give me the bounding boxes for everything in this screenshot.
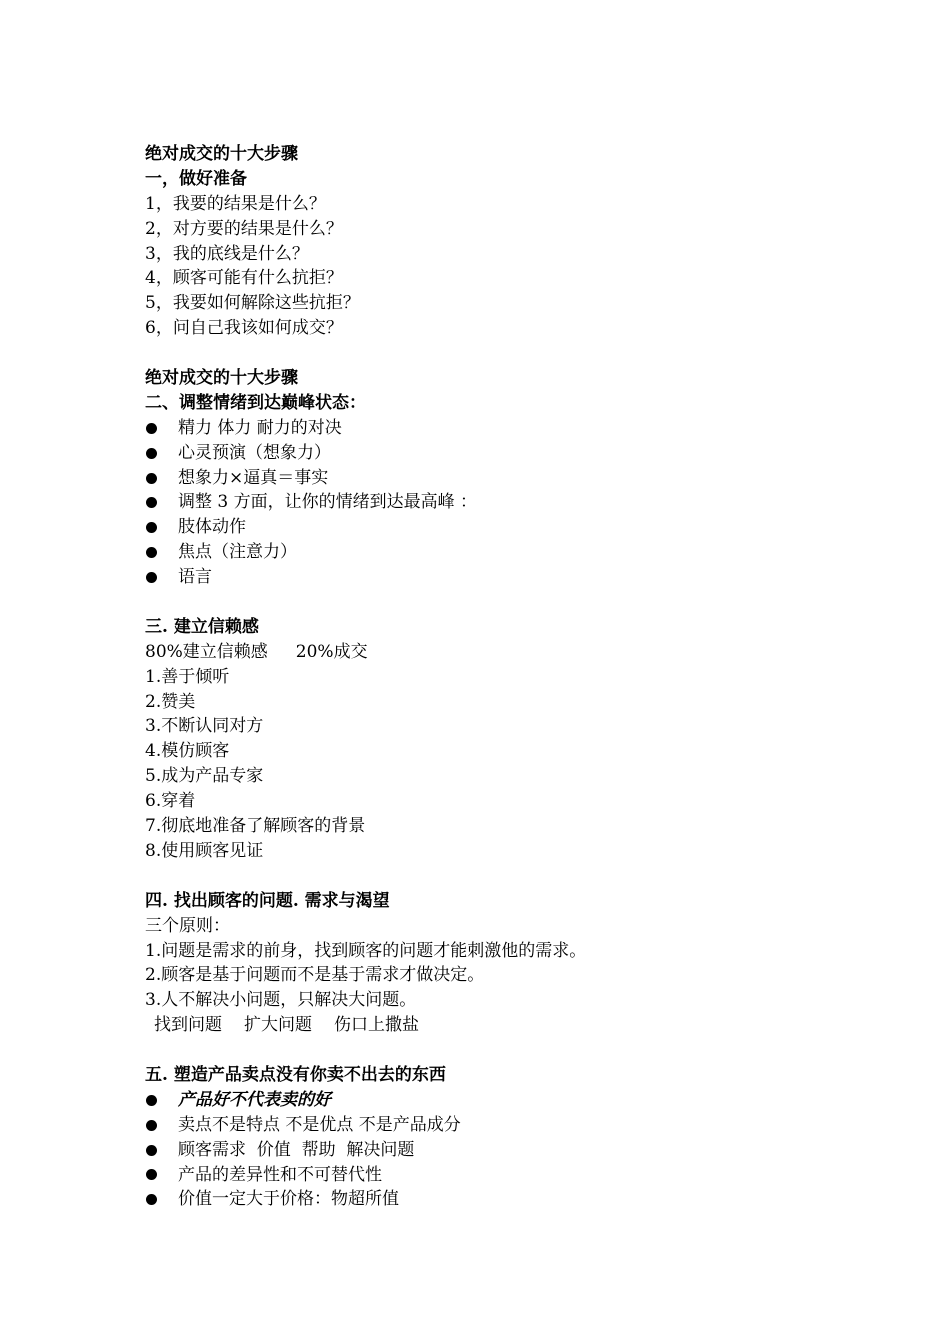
- list-item: 8.使用顾客见证: [145, 840, 264, 861]
- list-item: 2，对方要的结果是什么？: [145, 218, 343, 239]
- section-5-heading: 五. 塑造产品卖点没有你卖不出去的东西: [145, 1064, 446, 1085]
- section-3-heading: 三. 建立信赖感: [145, 616, 259, 637]
- bullet-dot-icon: [146, 1169, 157, 1180]
- bullet-item: 价值一定大于价格：物超所值: [145, 1187, 845, 1212]
- bullet-item: 产品好不代表卖的好: [145, 1088, 845, 1113]
- bullet-dot-icon: [146, 1194, 157, 1205]
- bullet-item: 焦点（注意力）: [145, 540, 845, 565]
- bullet-item: 精力 体力 耐力的对决: [145, 416, 845, 441]
- bullet-item: 语言: [145, 565, 845, 590]
- bullet-dot-icon: [146, 1095, 157, 1106]
- list-item: 4.模仿顾客: [145, 741, 230, 762]
- list-item: 6.穿着: [145, 791, 196, 812]
- bullet-dot-icon: [146, 572, 157, 583]
- list-item: 3.不断认同对方: [145, 716, 264, 737]
- section-2-title: 绝对成交的十大步骤: [145, 368, 298, 389]
- ratio-line: 80%建立信赖感 20%成交: [145, 641, 368, 662]
- bullet-dot-icon: [146, 497, 157, 508]
- section-2-heading: 二、调整情绪到达巅峰状态：: [145, 392, 366, 413]
- list-item: 5.成为产品专家: [145, 766, 264, 787]
- list-item: 1.问题是需求的前身，找到顾客的问题才能刺激他的需求。: [145, 940, 587, 961]
- bullet-item: 调整 3 方面，让你的情绪到达最高峰 ：: [145, 490, 845, 515]
- list-item: 6，问自己我该如何成交？: [145, 318, 343, 339]
- list-item: 3.人不解决小问题，只解决大问题。: [145, 990, 417, 1011]
- list-item: 1，我要的结果是什么？: [145, 193, 326, 214]
- list-item: 1.善于倾听: [145, 666, 230, 687]
- section-4-heading: 四. 找出顾客的问题. 需求与渴望: [145, 890, 390, 911]
- bullet-item: 卖点不是特点 不是优点 不是产品成分: [145, 1113, 845, 1138]
- principles-intro: 三个原则：: [145, 915, 230, 936]
- bullet-dot-icon: [146, 547, 157, 558]
- bullet-dot-icon: [146, 448, 157, 459]
- bullet-dot-icon: [146, 522, 157, 533]
- list-item: 5，我要如何解除这些抗拒？: [145, 293, 360, 314]
- list-item: 3，我的底线是什么？: [145, 243, 309, 264]
- steps-line: 找到问题 扩大问题 伤口上撒盐: [154, 1015, 419, 1036]
- bullet-dot-icon: [146, 1145, 157, 1156]
- section-1-heading: 一，做好准备: [145, 168, 247, 189]
- bullet-item: 肢体动作: [145, 515, 845, 540]
- bullet-dot-icon: [146, 473, 157, 484]
- bullet-item: 产品的差异性和不可替代性: [145, 1163, 845, 1188]
- list-item: 2.赞美: [145, 691, 196, 712]
- list-item: 2.顾客是基于问题而不是基于需求才做决定。: [145, 965, 485, 986]
- document-page: [145, 142, 845, 1212]
- bullet-item: 想象力×逼真＝事实: [145, 466, 845, 491]
- bullet-dot-icon: [146, 423, 157, 434]
- list-item: 7.彻底地准备了解顾客的背景: [145, 816, 366, 837]
- bullet-item: 心灵预演（想象力）: [145, 441, 845, 466]
- list-item: 4，顾客可能有什么抗拒？: [145, 268, 343, 289]
- bullet-item: 顾客需求 价值 帮助 解决问题: [145, 1138, 845, 1163]
- bullet-dot-icon: [146, 1120, 157, 1131]
- section-1-title: 绝对成交的十大步骤: [145, 144, 298, 164]
